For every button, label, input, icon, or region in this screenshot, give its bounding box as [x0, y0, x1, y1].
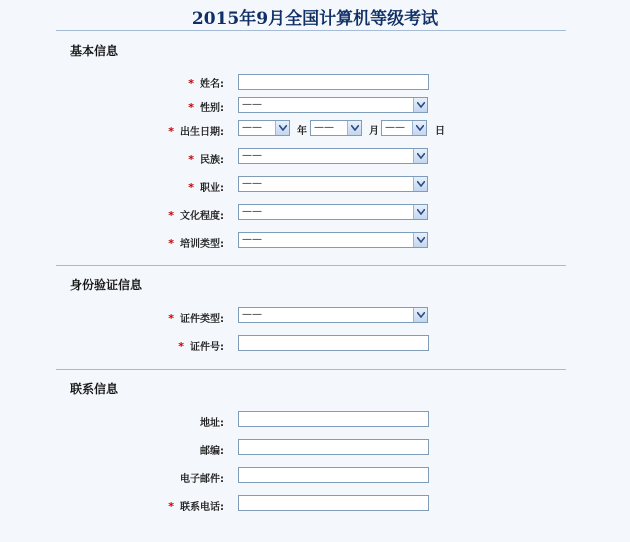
occupation-label: * 职业:	[188, 181, 224, 194]
chevron-down-icon[interactable]	[413, 149, 427, 163]
address-label: 地址:	[200, 418, 224, 429]
email-label: 电子邮件:	[180, 474, 224, 485]
required-mark: *	[168, 209, 174, 222]
training-type-select[interactable]: ——	[238, 232, 428, 248]
id-type-label: * 证件类型:	[168, 312, 224, 325]
postcode-input[interactable]	[238, 439, 429, 455]
required-mark: *	[188, 101, 194, 114]
month-unit: 月	[369, 126, 379, 137]
chevron-down-icon[interactable]	[413, 205, 427, 219]
education-label: * 文化程度:	[168, 209, 224, 222]
gender-select-value: ——	[242, 99, 262, 110]
day-unit: 日	[435, 126, 445, 137]
education-select[interactable]: ——	[238, 204, 428, 220]
chevron-down-icon[interactable]	[347, 121, 361, 135]
ethnicity-label: * 民族:	[188, 153, 224, 166]
postcode-label: 邮编:	[200, 446, 224, 457]
required-mark: *	[188, 153, 194, 166]
id-type-select[interactable]: ——	[238, 307, 428, 323]
section-identity-info: 身份验证信息	[70, 278, 143, 292]
email-input[interactable]	[238, 467, 429, 483]
birthdate-label: * 出生日期:	[168, 125, 224, 138]
chevron-down-icon[interactable]	[413, 308, 427, 322]
occupation-select[interactable]: ——	[238, 176, 428, 192]
phone-input[interactable]	[238, 495, 429, 511]
year-unit: 年	[297, 126, 307, 137]
required-mark: *	[188, 181, 194, 194]
required-mark: *	[168, 312, 174, 325]
required-mark: *	[168, 125, 174, 138]
title-divider	[56, 30, 566, 31]
training-type-label: * 培训类型:	[168, 237, 224, 250]
section-basic-info: 基本信息	[70, 44, 119, 58]
required-mark: *	[178, 340, 184, 353]
required-mark: *	[168, 237, 174, 250]
chevron-down-icon[interactable]	[412, 121, 426, 135]
section-divider	[56, 369, 566, 370]
name-input[interactable]	[238, 74, 429, 90]
chevron-down-icon[interactable]	[413, 98, 427, 112]
required-mark: *	[188, 77, 194, 90]
birth-month-select[interactable]: ——	[310, 120, 362, 136]
chevron-down-icon[interactable]	[275, 121, 289, 135]
id-number-input[interactable]	[238, 335, 429, 351]
ethnicity-select[interactable]: ——	[238, 148, 428, 164]
section-contact-info: 联系信息	[70, 382, 119, 396]
birth-day-select[interactable]: ——	[381, 120, 427, 136]
name-label: * 姓名:	[188, 77, 224, 90]
page-title: 2015年9月全国计算机等级考试	[191, 9, 439, 29]
chevron-down-icon[interactable]	[413, 233, 427, 247]
gender-select[interactable]	[238, 97, 428, 113]
id-number-label: * 证件号:	[178, 340, 224, 353]
section-divider	[56, 265, 566, 266]
birth-year-select[interactable]: ——	[238, 120, 290, 136]
phone-label: * 联系电话:	[168, 500, 224, 513]
address-input[interactable]	[238, 411, 429, 427]
required-mark: *	[168, 500, 174, 513]
gender-label: * 性别:	[188, 101, 224, 114]
chevron-down-icon[interactable]	[413, 177, 427, 191]
